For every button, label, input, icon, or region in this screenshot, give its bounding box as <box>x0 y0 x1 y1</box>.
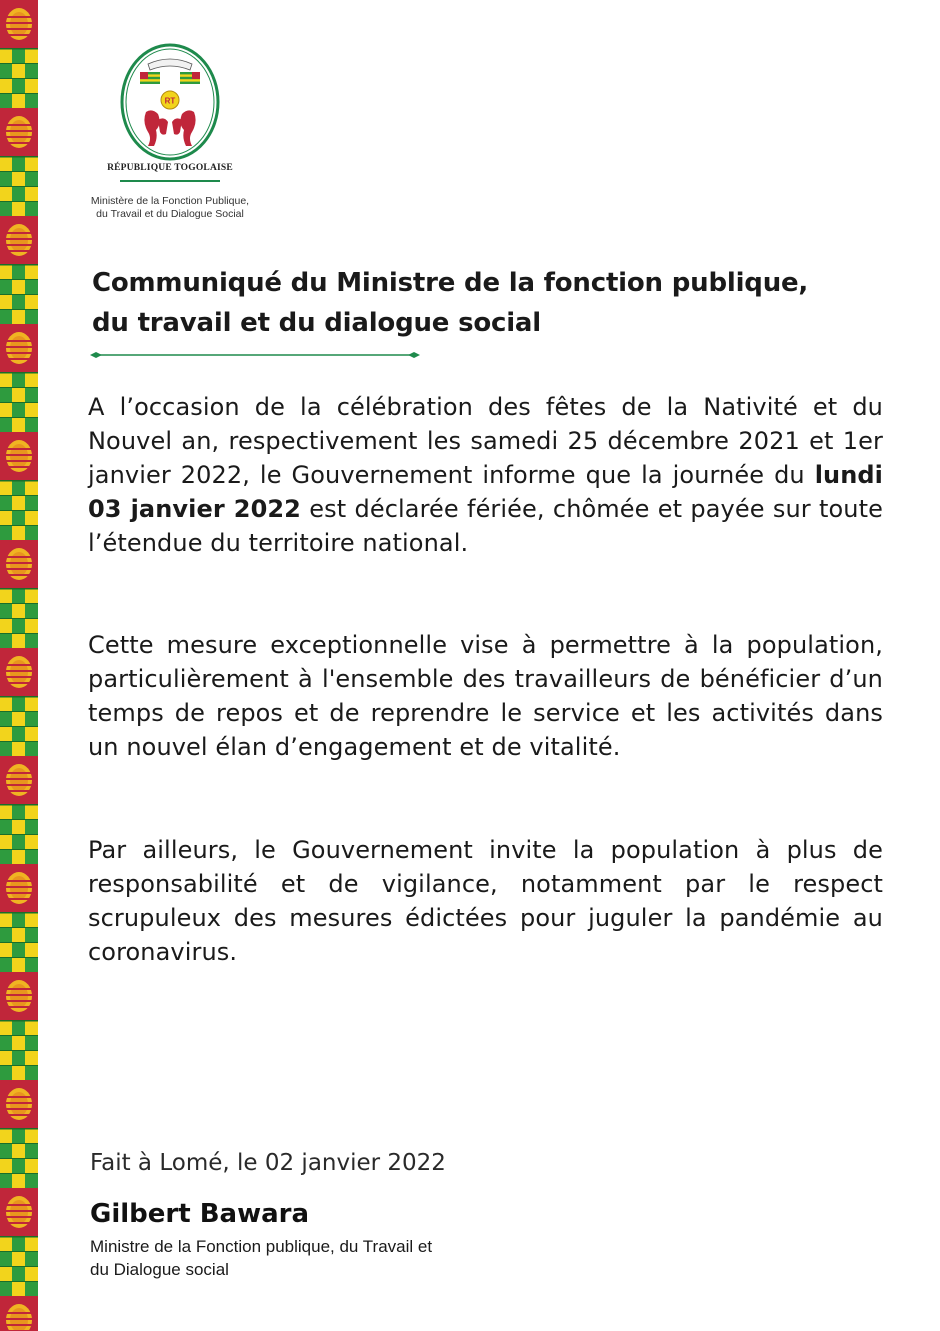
signer-role <box>90 1235 540 1281</box>
place-and-date: Fait à Lomé, le 02 janvier 2022 <box>90 1150 446 1176</box>
emblem-initials: RT <box>164 96 176 106</box>
coat-of-arms-emblem <box>118 42 222 162</box>
holiday-date-highlight: lundi 03 janvier 2022 <box>88 461 883 523</box>
signer-role-line-1: Ministre de la Fonction publique, du Travail et <box>90 1237 433 1256</box>
title-line-2: du travail et du dialogue social <box>92 308 541 338</box>
paragraph-holiday-announcement <box>88 390 883 560</box>
kente-border <box>0 0 38 1331</box>
title-divider <box>90 350 420 360</box>
signer-role-line-2: du Dialogue social <box>90 1260 229 1279</box>
paragraph-1-part-1: A l’occasion de la célébration des fêtes de la Nativité et du Nouvel an, respectivement les samedi 25 décembre 2021 et 1er janvier 2022, le Gouvernement informe que la journée du <box>88 393 883 489</box>
header-divider <box>120 180 220 182</box>
communique-title <box>92 263 902 343</box>
ministry-name <box>60 195 280 221</box>
signer-name: Gilbert Bawara <box>90 1199 310 1229</box>
ministry-line-2: du Travail et du Dialogue Social <box>96 208 244 220</box>
paragraph-1-part-2: est déclarée fériée, chômée et payée sur toute l’étendue du territoire national. <box>88 495 883 557</box>
paragraph-measure-purpose: Cette mesure exceptionnelle vise à permettre à la population, particulièrement à l'ensemble des travailleurs de bénéficier d’un temps de repos et de reprendre le service et les activités dans un nouvel élan d’engagement et de vitalité. <box>88 631 883 761</box>
ministry-line-1: Ministère de la Fonction Publique, <box>90 195 250 207</box>
title-line-1: Communiqué du Ministre de la fonction publique, <box>92 268 809 298</box>
republic-name: RÉPUBLIQUE TOGOLAISE <box>107 163 233 173</box>
paragraph-covid-vigilance: Par ailleurs, le Gouvernement invite la population à plus de responsabilité et de vigilance, notamment par le respect scrupuleux des mesures édictées pour juguler la pandémie au coronavirus. <box>88 836 883 966</box>
